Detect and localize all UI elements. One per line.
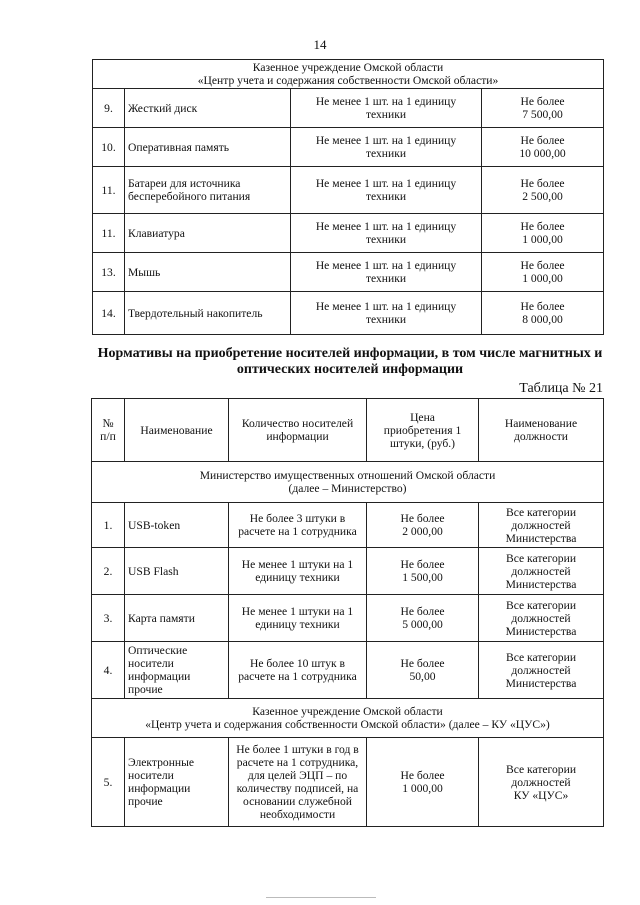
header-position-line: должности	[513, 430, 569, 443]
item-name	[125, 167, 291, 214]
item-price-line: 8 000,00	[522, 313, 563, 326]
item-quantity	[291, 292, 482, 335]
header-price-line: штуки, (руб.)	[389, 436, 456, 450]
item-quantity	[291, 253, 482, 292]
header-position	[479, 399, 604, 462]
section-title-line: Казенное учреждение Омской области	[252, 705, 443, 718]
row-number: 11.	[93, 214, 125, 253]
item-quantity-line: Не менее 1 шт. на 1 единицу	[315, 177, 457, 190]
item-quantity-line: для целей ЭЦП – по	[247, 769, 348, 782]
item-name-line: Оптические	[128, 644, 188, 657]
item-name-line: бесперебойного питания	[128, 190, 251, 203]
item-name-line: Карта памяти	[128, 611, 195, 625]
item-quantity-line: Не менее 1 шт. на 1 единицу	[315, 134, 457, 147]
header-number-line: №	[102, 417, 114, 430]
row-number: 9.	[93, 89, 125, 128]
section-title-line: Казенное учреждение Омской области	[252, 61, 444, 74]
item-quantity	[291, 214, 482, 253]
table-row	[93, 214, 604, 253]
table-row	[92, 595, 604, 642]
item-name	[125, 292, 291, 335]
media-norms-table	[91, 398, 604, 827]
item-position	[479, 738, 604, 827]
table-row	[92, 738, 604, 827]
item-name	[125, 214, 291, 253]
item-quantity-line: техники	[365, 108, 407, 121]
item-quantity-line: количеству подписей, на	[236, 782, 359, 795]
header-price	[367, 399, 479, 462]
item-name-line: информации	[128, 782, 191, 795]
table-row	[92, 642, 604, 699]
item-price-line: 1 000,00	[402, 782, 443, 795]
section-title	[92, 699, 604, 738]
item-price	[367, 503, 479, 548]
row-number: 10.	[93, 128, 125, 167]
section-row	[92, 462, 604, 503]
item-price-line: 10 000,00	[519, 147, 566, 160]
item-price	[482, 89, 604, 128]
item-name-line: Мышь	[128, 265, 161, 279]
item-quantity-line: расчете на 1 сотрудника,	[236, 756, 359, 769]
table-row	[93, 128, 604, 167]
header-position-line: Наименование	[504, 417, 578, 430]
item-position-line: Министерства	[505, 676, 577, 690]
item-name-line: носители	[128, 769, 174, 782]
item-quantity-line: Не менее 1 шт. на 1 единицу	[315, 95, 457, 108]
row-number: 3.	[92, 595, 125, 642]
item-quantity	[229, 548, 367, 595]
item-quantity	[291, 128, 482, 167]
item-price	[367, 548, 479, 595]
item-price-line: 2 500,00	[522, 190, 563, 203]
item-name-line: прочие	[128, 795, 163, 808]
section-row	[93, 60, 604, 89]
item-name	[125, 548, 229, 595]
item-price-line: Не более	[520, 134, 565, 147]
table-row	[92, 503, 604, 548]
item-quantity-line: Не менее 1 штуки на 1	[241, 558, 354, 571]
section-title-line: «Центр учета и содержания собственности Омской области» (далее – КУ «ЦУС»)	[145, 718, 550, 731]
item-quantity	[291, 167, 482, 214]
item-quantity-line: единицу техники	[255, 618, 340, 631]
item-price-line: 50,00	[409, 670, 436, 683]
row-number: 4.	[92, 642, 125, 699]
page-number: 14	[313, 37, 327, 52]
header-name-line: Наименование	[140, 423, 213, 437]
item-quantity-line: Не менее 1 шт. на 1 единицу	[315, 300, 457, 313]
item-name	[125, 89, 291, 128]
item-name-line: Батареи для источника	[128, 177, 241, 190]
item-name-line: USB-token	[128, 518, 181, 532]
hardware-table	[92, 59, 604, 335]
item-name-line: носители	[128, 657, 174, 670]
item-price	[367, 738, 479, 827]
item-position-line: Министерства	[505, 577, 577, 591]
header-quantity	[229, 399, 367, 462]
item-position-line: Все категории	[505, 650, 577, 664]
section-heading	[60, 346, 640, 378]
item-position-line: КУ «ЦУС»	[513, 788, 569, 802]
row-number: 2.	[92, 548, 125, 595]
item-position-line: должностей	[511, 564, 571, 578]
item-quantity	[229, 642, 367, 699]
item-position-line: Все категории	[505, 551, 577, 565]
item-quantity-line: техники	[365, 147, 407, 160]
item-price-line: 1 000,00	[522, 233, 563, 246]
section-title	[93, 60, 604, 89]
item-price	[482, 253, 604, 292]
item-position	[479, 548, 604, 595]
item-name-line: Электронные	[128, 756, 195, 769]
item-price	[482, 292, 604, 335]
item-quantity-line: Не более 1 штуки в год в	[236, 743, 359, 756]
item-quantity-line: Не более 3 штуки в	[249, 512, 346, 525]
row-number: 14.	[93, 292, 125, 335]
row-number: 13.	[93, 253, 125, 292]
table-row	[93, 167, 604, 214]
item-position-line: должностей	[511, 775, 571, 789]
section-title-line: Министерство имущественных отношений Омской области	[199, 469, 496, 482]
item-position-line: Министерства	[505, 624, 577, 638]
item-price-line: 1 500,00	[402, 571, 443, 584]
header-number-line: п/п	[100, 430, 116, 443]
item-price	[367, 642, 479, 699]
item-name-line: информации	[128, 670, 191, 683]
item-quantity-line: расчете на 1 сотрудника	[238, 670, 357, 683]
item-quantity-line: техники	[365, 272, 407, 285]
item-price-line: Не более	[520, 177, 565, 190]
header-number	[92, 399, 125, 462]
item-price-line: Не более	[520, 220, 565, 233]
item-price-line: 1 000,00	[522, 272, 563, 285]
item-position-line: Все категории	[505, 505, 577, 519]
item-name	[125, 642, 229, 699]
table-row	[93, 292, 604, 335]
item-price-line: 2 000,00	[402, 525, 443, 538]
item-position	[479, 503, 604, 548]
item-price	[482, 128, 604, 167]
item-quantity-line: техники	[365, 233, 407, 246]
item-name-line: USB Flash	[128, 564, 179, 578]
header-row	[92, 399, 604, 462]
item-position-line: Все категории	[505, 598, 577, 612]
row-number: 5.	[92, 738, 125, 827]
item-price-line: Не более	[400, 558, 445, 571]
item-quantity-line: техники	[365, 190, 407, 203]
item-quantity-line: необходимости	[259, 808, 336, 821]
section-title-line: (далее – Министерство)	[288, 482, 407, 495]
item-position-line: Все категории	[505, 762, 577, 776]
item-price-line: Не более	[520, 95, 565, 108]
header-name	[125, 399, 229, 462]
item-price-line: Не более	[400, 769, 445, 782]
section-title-line: «Центр учета и содержания собственности Омской области»	[197, 74, 499, 87]
item-quantity-line: Не менее 1 шт. на 1 единицу	[315, 220, 457, 233]
row-number: 1.	[92, 503, 125, 548]
item-name	[125, 253, 291, 292]
item-position-line: должностей	[511, 611, 571, 625]
item-price-line: Не более	[520, 259, 565, 272]
item-quantity-line: техники	[365, 313, 407, 326]
item-price-line: Не более	[400, 512, 445, 525]
header-quantity-line: информации	[266, 430, 329, 443]
item-name	[125, 738, 229, 827]
item-price-line: Не более	[400, 605, 445, 618]
item-price	[482, 214, 604, 253]
item-price-line: Не более	[400, 657, 445, 670]
item-price-line: 5 000,00	[402, 618, 443, 631]
table-row	[93, 253, 604, 292]
item-name-line: Клавиатура	[128, 226, 185, 240]
section-row	[92, 699, 604, 738]
item-name	[125, 128, 291, 167]
item-quantity	[229, 503, 367, 548]
item-quantity-line: Не более 10 штук в	[249, 657, 346, 670]
item-name-line: Твердотельный накопитель	[128, 306, 263, 320]
row-number: 11.	[93, 167, 125, 214]
header-quantity-line: Количество носителей	[241, 417, 354, 430]
item-name-line: прочие	[128, 683, 163, 696]
item-quantity-line: основании служебной	[243, 795, 352, 808]
item-quantity-line: единицу техники	[255, 571, 340, 584]
footer-rule	[266, 897, 376, 898]
item-name	[125, 503, 229, 548]
heading-line: Нормативы на приобретение носителей информации, в том числе магнитных и	[97, 346, 603, 361]
item-position-line: должностей	[511, 663, 571, 677]
item-position	[479, 642, 604, 699]
item-price	[367, 595, 479, 642]
item-quantity-line: Не менее 1 шт. на 1 единицу	[315, 259, 457, 272]
item-position	[479, 595, 604, 642]
item-position-line: Министерства	[505, 531, 577, 545]
item-price-line: Не более	[520, 300, 565, 313]
table-row	[93, 89, 604, 128]
item-quantity	[291, 89, 482, 128]
header-price-line: Цена	[410, 410, 435, 424]
header-price-line: приобретения 1	[383, 423, 462, 437]
item-price	[482, 167, 604, 214]
item-name	[125, 595, 229, 642]
item-quantity	[229, 738, 367, 827]
item-name-line: Оперативная память	[128, 140, 230, 154]
table-row	[92, 548, 604, 595]
heading-line: оптических носителей информации	[236, 362, 464, 377]
item-quantity-line: расчете на 1 сотрудника	[238, 525, 357, 538]
item-position-line: должностей	[511, 518, 571, 532]
item-name-line: Жесткий диск	[128, 101, 198, 115]
item-quantity-line: Не менее 1 штуки на 1	[241, 605, 354, 618]
table-number-label: Таблица № 21	[519, 381, 603, 396]
item-quantity	[229, 595, 367, 642]
section-title	[92, 462, 604, 503]
item-price-line: 7 500,00	[522, 108, 563, 121]
